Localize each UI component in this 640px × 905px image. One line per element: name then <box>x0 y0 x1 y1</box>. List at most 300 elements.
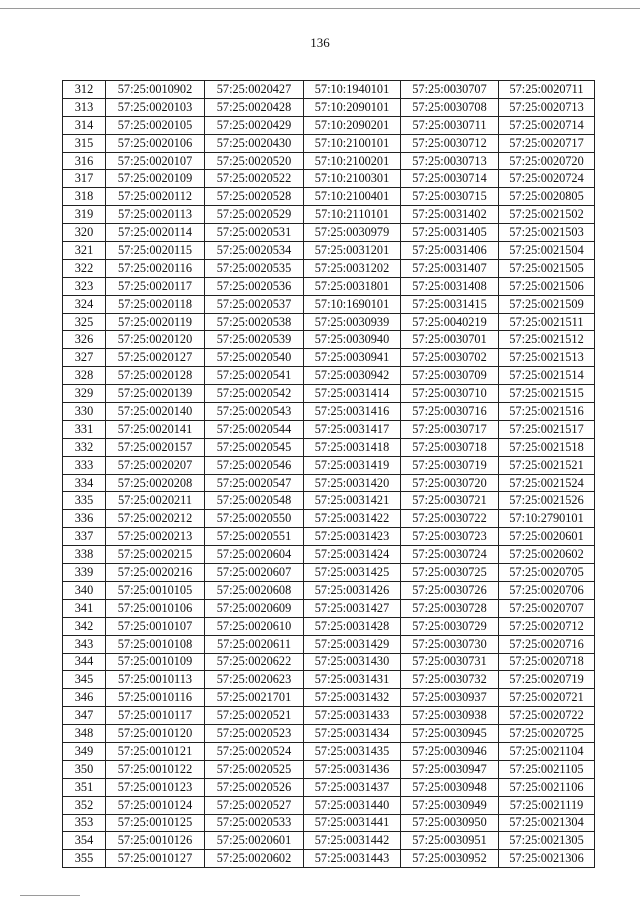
cadastral-number-cell: 57:25:0031427 <box>304 599 401 617</box>
cadastral-number-cell: 57:25:0031435 <box>304 742 401 760</box>
row-number-cell: 352 <box>63 796 106 814</box>
cadastral-number-cell: 57:25:0020428 <box>205 98 304 116</box>
cadastral-number-cell: 57:25:0030720 <box>401 474 499 492</box>
cadastral-number-cell: 57:25:0010108 <box>106 635 205 653</box>
table-row <box>63 98 595 116</box>
cadastral-number-cell: 57:25:0021513 <box>499 349 595 367</box>
row-number-cell: 318 <box>63 188 106 206</box>
cadastral-number-cell: 57:25:0010107 <box>106 617 205 635</box>
cadastral-number-cell: 57:25:0030947 <box>401 760 499 778</box>
cadastral-number-cell: 57:25:0020609 <box>205 599 304 617</box>
row-number-cell: 334 <box>63 474 106 492</box>
cadastral-number-cell: 57:25:0031405 <box>401 224 499 242</box>
table-row <box>63 152 595 170</box>
table-row <box>63 617 595 635</box>
row-number-cell: 353 <box>63 814 106 832</box>
table-row <box>63 814 595 832</box>
row-number-cell: 345 <box>63 671 106 689</box>
cadastral-number-cell: 57:25:0020114 <box>106 224 205 242</box>
table-row <box>63 277 595 295</box>
row-number-cell: 339 <box>63 564 106 582</box>
cadastral-number-cell: 57:25:0020601 <box>205 832 304 850</box>
cadastral-number-cell: 57:25:0010902 <box>106 81 205 99</box>
cadastral-number-cell: 57:25:0020120 <box>106 331 205 349</box>
cadastral-number-cell: 57:25:0030938 <box>401 707 499 725</box>
cadastral-number-cell: 57:25:0020602 <box>499 546 595 564</box>
cadastral-number-cell: 57:25:0020106 <box>106 134 205 152</box>
cadastral-number-cell: 57:25:0020717 <box>499 134 595 152</box>
cadastral-number-cell: 57:25:0031443 <box>304 850 401 868</box>
row-number-cell: 324 <box>63 295 106 313</box>
cadastral-number-cell: 57:25:0030709 <box>401 367 499 385</box>
cadastral-number-cell: 57:25:0021105 <box>499 760 595 778</box>
cadastral-number-cell: 57:25:0030945 <box>401 725 499 743</box>
cadastral-number-cell: 57:25:0021516 <box>499 403 595 421</box>
cadastral-number-cell: 57:25:0020531 <box>205 224 304 242</box>
cadastral-number-cell: 57:25:0021524 <box>499 474 595 492</box>
cadastral-number-cell: 57:25:0030946 <box>401 742 499 760</box>
table-row <box>63 725 595 743</box>
row-number-cell: 351 <box>63 778 106 796</box>
cadastral-number-cell: 57:25:0031436 <box>304 760 401 778</box>
cadastral-number-cell: 57:25:0020119 <box>106 313 205 331</box>
row-number-cell: 313 <box>63 98 106 116</box>
cadastral-number-cell: 57:25:0020140 <box>106 403 205 421</box>
cadastral-number-cell: 57:25:0020208 <box>106 474 205 492</box>
row-number-cell: 312 <box>63 81 106 99</box>
table-row <box>63 564 595 582</box>
cadastral-number-cell: 57:25:0030937 <box>401 689 499 707</box>
row-number-cell: 335 <box>63 492 106 510</box>
cadastral-number-cell: 57:25:0020623 <box>205 671 304 689</box>
cadastral-number-cell: 57:25:0020713 <box>499 98 595 116</box>
cadastral-number-cell: 57:25:0020427 <box>205 81 304 99</box>
cadastral-number-cell: 57:25:0031430 <box>304 653 401 671</box>
cadastral-number-cell: 57:25:0030721 <box>401 492 499 510</box>
cadastral-number-cell: 57:10:1690101 <box>304 295 401 313</box>
table-row <box>63 653 595 671</box>
row-number-cell: 350 <box>63 760 106 778</box>
row-number-cell: 343 <box>63 635 106 653</box>
row-number-cell: 314 <box>63 116 106 134</box>
cadastral-number-cell: 57:25:0030708 <box>401 98 499 116</box>
cadastral-number-cell: 57:25:0030715 <box>401 188 499 206</box>
cadastral-number-cell: 57:25:0020551 <box>205 528 304 546</box>
cadastral-number-cell: 57:25:0010116 <box>106 689 205 707</box>
row-number-cell: 348 <box>63 725 106 743</box>
page-number: 136 <box>310 35 330 50</box>
cadastral-number-cell: 57:25:0031425 <box>304 564 401 582</box>
cadastral-number-cell: 57:25:0030707 <box>401 81 499 99</box>
cadastral-number-cell: 57:25:0020535 <box>205 259 304 277</box>
cadastral-number-cell: 57:25:0031421 <box>304 492 401 510</box>
cadastral-number-cell: 57:10:2100101 <box>304 134 401 152</box>
cadastral-number-cell: 57:25:0021304 <box>499 814 595 832</box>
row-number-cell: 336 <box>63 510 106 528</box>
cadastral-number-cell: 57:25:0010126 <box>106 832 205 850</box>
table-row <box>63 242 595 260</box>
cadastral-number-cell: 57:25:0020115 <box>106 242 205 260</box>
row-number-cell: 329 <box>63 385 106 403</box>
cadastral-number-cell: 57:25:0021521 <box>499 456 595 474</box>
row-number-cell: 340 <box>63 581 106 599</box>
cadastral-number-cell: 57:10:2790101 <box>499 510 595 528</box>
cadastral-number-cell: 57:25:0020542 <box>205 385 304 403</box>
cadastral-number-cell: 57:25:0020139 <box>106 385 205 403</box>
table-row <box>63 349 595 367</box>
cadastral-number-cell: 57:25:0020720 <box>499 152 595 170</box>
cadastral-number-cell: 57:25:0021506 <box>499 277 595 295</box>
cadastral-number-cell: 57:25:0030716 <box>401 403 499 421</box>
cadastral-number-cell: 57:25:0030951 <box>401 832 499 850</box>
cadastral-number-cell: 57:25:0030979 <box>304 224 401 242</box>
cadastral-number-cell: 57:25:0020622 <box>205 653 304 671</box>
cadastral-number-cell: 57:25:0020216 <box>106 564 205 582</box>
cadastral-number-cell: 57:25:0021106 <box>499 778 595 796</box>
table-row <box>63 403 595 421</box>
cadastral-number-cell: 57:25:0031431 <box>304 671 401 689</box>
cadastral-number-cell: 57:25:0031801 <box>304 277 401 295</box>
cadastral-number-cell: 57:25:0031424 <box>304 546 401 564</box>
row-number-cell: 332 <box>63 438 106 456</box>
table-row <box>63 850 595 868</box>
cadastral-number-cell: 57:25:0020705 <box>499 564 595 582</box>
table-row <box>63 581 595 599</box>
table-row <box>63 546 595 564</box>
table-row <box>63 295 595 313</box>
cadastral-number-cell: 57:25:0020719 <box>499 671 595 689</box>
cadastral-number-cell: 57:25:0020117 <box>106 277 205 295</box>
cadastral-number-cell: 57:25:0020604 <box>205 546 304 564</box>
row-number-cell: 327 <box>63 349 106 367</box>
cadastral-number-cell: 57:25:0020610 <box>205 617 304 635</box>
cadastral-number-cell: 57:25:0031402 <box>401 206 499 224</box>
cadastral-number-cell: 57:25:0010123 <box>106 778 205 796</box>
cadastral-number-cell: 57:25:0021526 <box>499 492 595 510</box>
cadastral-number-cell: 57:25:0020127 <box>106 349 205 367</box>
cadastral-number-cell: 57:25:0020528 <box>205 188 304 206</box>
cadastral-number-cell: 57:25:0020725 <box>499 725 595 743</box>
cadastral-number-cell: 57:25:0010120 <box>106 725 205 743</box>
cadastral-number-cell: 57:25:0021511 <box>499 313 595 331</box>
cadastral-number-cell: 57:25:0021306 <box>499 850 595 868</box>
cadastral-number-cell: 57:25:0020520 <box>205 152 304 170</box>
cadastral-number-cell: 57:25:0020724 <box>499 170 595 188</box>
cadastral-number-cell: 57:25:0021512 <box>499 331 595 349</box>
cadastral-number-cell: 57:25:0030952 <box>401 850 499 868</box>
cadastral-number-cell: 57:25:0010113 <box>106 671 205 689</box>
footer-divider <box>20 895 80 896</box>
cadastral-number-cell: 57:25:0020215 <box>106 546 205 564</box>
cadastral-number-cell: 57:25:0020601 <box>499 528 595 546</box>
cadastral-number-cell: 57:25:0021504 <box>499 242 595 260</box>
cadastral-number-cell: 57:25:0010105 <box>106 581 205 599</box>
cadastral-number-cell: 57:25:0020544 <box>205 420 304 438</box>
cadastral-number-cell: 57:25:0030722 <box>401 510 499 528</box>
cadastral-number-cell: 57:25:0020527 <box>205 796 304 814</box>
cadastral-number-cell: 57:25:0010127 <box>106 850 205 868</box>
table-row <box>63 438 595 456</box>
table-row <box>63 313 595 331</box>
table-row <box>63 510 595 528</box>
cadastral-number-cell: 57:25:0031420 <box>304 474 401 492</box>
cadastral-number-cell: 57:25:0030948 <box>401 778 499 796</box>
cadastral-number-cell: 57:25:0020118 <box>106 295 205 313</box>
cadastral-number-cell: 57:25:0030724 <box>401 546 499 564</box>
cadastral-number-cell: 57:25:0021505 <box>499 259 595 277</box>
table-row <box>63 456 595 474</box>
cadastral-number-cell: 57:25:0021701 <box>205 689 304 707</box>
cadastral-number-cell: 57:25:0020157 <box>106 438 205 456</box>
cadastral-number-cell: 57:25:0021503 <box>499 224 595 242</box>
cadastral-number-cell: 57:25:0021104 <box>499 742 595 760</box>
cadastral-number-cell: 57:25:0030723 <box>401 528 499 546</box>
table-row <box>63 599 595 617</box>
cadastral-number-cell: 57:25:0031432 <box>304 689 401 707</box>
row-number-cell: 354 <box>63 832 106 850</box>
cadastral-number-cell: 57:25:0020538 <box>205 313 304 331</box>
cadastral-number-cell: 57:25:0020523 <box>205 725 304 743</box>
row-number-cell: 355 <box>63 850 106 868</box>
cadastral-number-cell: 57:25:0030732 <box>401 671 499 689</box>
row-number-cell: 330 <box>63 403 106 421</box>
cadastral-number-cell: 57:25:0020109 <box>106 170 205 188</box>
cadastral-number-cell: 57:25:0021517 <box>499 420 595 438</box>
cadastral-number-cell: 57:25:0021509 <box>499 295 595 313</box>
cadastral-number-cell: 57:25:0020526 <box>205 778 304 796</box>
row-number-cell: 333 <box>63 456 106 474</box>
cadastral-number-cell: 57:25:0031441 <box>304 814 401 832</box>
cadastral-number-cell: 57:25:0030949 <box>401 796 499 814</box>
cadastral-number-cell: 57:25:0020607 <box>205 564 304 582</box>
cadastral-number-cell: 57:25:0020112 <box>106 188 205 206</box>
row-number-cell: 320 <box>63 224 106 242</box>
cadastral-number-cell: 57:25:0020533 <box>205 814 304 832</box>
cadastral-number-cell: 57:25:0030941 <box>304 349 401 367</box>
table-row <box>63 635 595 653</box>
cadastral-number-cell: 57:25:0030713 <box>401 152 499 170</box>
table-row <box>63 671 595 689</box>
table-row <box>63 528 595 546</box>
cadastral-number-cell: 57:25:0031433 <box>304 707 401 725</box>
cadastral-number-cell: 57:25:0020524 <box>205 742 304 760</box>
row-number-cell: 316 <box>63 152 106 170</box>
cadastral-number-cell: 57:25:0030701 <box>401 331 499 349</box>
cadastral-number-cell: 57:25:0031437 <box>304 778 401 796</box>
cadastral-number-cell: 57:25:0031434 <box>304 725 401 743</box>
cadastral-number-cell: 57:25:0020721 <box>499 689 595 707</box>
cadastral-number-cell: 57:10:2090201 <box>304 116 401 134</box>
cadastral-number-cell: 57:25:0010117 <box>106 707 205 725</box>
cadastral-number-cell: 57:25:0020707 <box>499 599 595 617</box>
cadastral-number-cell: 57:25:0030728 <box>401 599 499 617</box>
cadastral-number-cell: 57:25:0020141 <box>106 420 205 438</box>
cadastral-number-cell: 57:10:2090101 <box>304 98 401 116</box>
cadastral-number-cell: 57:25:0020602 <box>205 850 304 868</box>
cadastral-number-cell: 57:25:0031408 <box>401 277 499 295</box>
cadastral-number-cell: 57:25:0020545 <box>205 438 304 456</box>
cadastral-number-cell: 57:25:0030726 <box>401 581 499 599</box>
cadastral-number-cell: 57:25:0031407 <box>401 259 499 277</box>
cadastral-number-cell: 57:25:0020714 <box>499 116 595 134</box>
cadastral-number-cell: 57:25:0031416 <box>304 403 401 421</box>
row-number-cell: 319 <box>63 206 106 224</box>
cadastral-number-cell: 57:25:0020608 <box>205 581 304 599</box>
cadastral-number-cell: 57:25:0030729 <box>401 617 499 635</box>
cadastral-number-cell: 57:25:0030719 <box>401 456 499 474</box>
row-number-cell: 325 <box>63 313 106 331</box>
cadastral-number-cell: 57:25:0020521 <box>205 707 304 725</box>
cadastral-number-cell: 57:25:0020539 <box>205 331 304 349</box>
cadastral-number-cell: 57:25:0020805 <box>499 188 595 206</box>
table-row <box>63 206 595 224</box>
cadastral-number-cell: 57:25:0020541 <box>205 367 304 385</box>
cadastral-number-cell: 57:25:0020536 <box>205 277 304 295</box>
cadastral-number-cell: 57:25:0021515 <box>499 385 595 403</box>
cadastral-number-cell: 57:25:0030712 <box>401 134 499 152</box>
cadastral-number-cell: 57:25:0031442 <box>304 832 401 850</box>
cadastral-number-cell: 57:25:0030718 <box>401 438 499 456</box>
row-number-cell: 337 <box>63 528 106 546</box>
row-number-cell: 323 <box>63 277 106 295</box>
table-row <box>63 81 595 99</box>
row-number-cell: 321 <box>63 242 106 260</box>
cadastral-number-cell: 57:10:1940101 <box>304 81 401 99</box>
cadastral-number-table <box>62 80 595 868</box>
table-row <box>63 492 595 510</box>
cadastral-number-cell: 57:25:0020525 <box>205 760 304 778</box>
cadastral-number-cell: 57:25:0020116 <box>106 259 205 277</box>
cadastral-number-cell: 57:25:0020128 <box>106 367 205 385</box>
cadastral-number-cell: 57:25:0030725 <box>401 564 499 582</box>
row-number-cell: 317 <box>63 170 106 188</box>
cadastral-number-cell: 57:25:0020611 <box>205 635 304 653</box>
cadastral-number-cell: 57:25:0031423 <box>304 528 401 546</box>
cadastral-number-cell: 57:10:2100301 <box>304 170 401 188</box>
table-row <box>63 385 595 403</box>
cadastral-number-cell: 57:25:0031202 <box>304 259 401 277</box>
cadastral-number-cell: 57:25:0020711 <box>499 81 595 99</box>
cadastral-number-cell: 57:25:0031422 <box>304 510 401 528</box>
cadastral-number-cell: 57:25:0020105 <box>106 116 205 134</box>
table-row <box>63 707 595 725</box>
table-row <box>63 367 595 385</box>
row-number-cell: 331 <box>63 420 106 438</box>
table-row <box>63 259 595 277</box>
cadastral-number-cell: 57:25:0010121 <box>106 742 205 760</box>
cadastral-number-cell: 57:25:0031440 <box>304 796 401 814</box>
row-number-cell: 349 <box>63 742 106 760</box>
cadastral-number-cell: 57:25:0020716 <box>499 635 595 653</box>
cadastral-number-cell: 57:25:0021119 <box>499 796 595 814</box>
cadastral-number-cell: 57:25:0010106 <box>106 599 205 617</box>
cadastral-number-cell: 57:25:0031426 <box>304 581 401 599</box>
cadastral-number-cell: 57:25:0020534 <box>205 242 304 260</box>
cadastral-number-cell: 57:25:0020522 <box>205 170 304 188</box>
cadastral-number-cell: 57:25:0020547 <box>205 474 304 492</box>
cadastral-number-cell: 57:25:0020706 <box>499 581 595 599</box>
cadastral-number-cell: 57:10:2100201 <box>304 152 401 170</box>
row-number-cell: 328 <box>63 367 106 385</box>
cadastral-number-cell: 57:25:0031429 <box>304 635 401 653</box>
cadastral-number-cell: 57:25:0020211 <box>106 492 205 510</box>
cadastral-number-cell: 57:25:0031428 <box>304 617 401 635</box>
cadastral-number-cell: 57:25:0020718 <box>499 653 595 671</box>
table-row <box>63 778 595 796</box>
table-row <box>63 742 595 760</box>
cadastral-number-cell: 57:10:2110101 <box>304 206 401 224</box>
cadastral-number-cell: 57:25:0031418 <box>304 438 401 456</box>
cadastral-number-cell: 57:25:0030731 <box>401 653 499 671</box>
cadastral-number-cell: 57:25:0021518 <box>499 438 595 456</box>
cadastral-number-cell: 57:10:2100401 <box>304 188 401 206</box>
cadastral-number-cell: 57:25:0020540 <box>205 349 304 367</box>
cadastral-number-cell: 57:25:0030710 <box>401 385 499 403</box>
table-row <box>63 474 595 492</box>
table-row <box>63 689 595 707</box>
row-number-cell: 342 <box>63 617 106 635</box>
cadastral-number-cell: 57:25:0031201 <box>304 242 401 260</box>
cadastral-number-cell: 57:25:0030940 <box>304 331 401 349</box>
cadastral-number-cell: 57:25:0030939 <box>304 313 401 331</box>
cadastral-number-cell: 57:25:0010124 <box>106 796 205 814</box>
cadastral-number-cell: 57:25:0020712 <box>499 617 595 635</box>
cadastral-number-cell: 57:25:0010125 <box>106 814 205 832</box>
table-body <box>63 81 595 868</box>
cadastral-number-cell: 57:25:0021514 <box>499 367 595 385</box>
cadastral-number-cell: 57:25:0020212 <box>106 510 205 528</box>
cadastral-number-cell: 57:25:0030711 <box>401 116 499 134</box>
cadastral-number-cell: 57:25:0031419 <box>304 456 401 474</box>
cadastral-number-cell: 57:25:0031414 <box>304 385 401 403</box>
row-number-cell: 346 <box>63 689 106 707</box>
cadastral-number-cell: 57:25:0020429 <box>205 116 304 134</box>
cadastral-number-cell: 57:25:0020537 <box>205 295 304 313</box>
top-divider <box>0 8 640 9</box>
table-row <box>63 134 595 152</box>
table-row <box>63 760 595 778</box>
row-number-cell: 341 <box>63 599 106 617</box>
table-row <box>63 796 595 814</box>
table-row <box>63 188 595 206</box>
cadastral-number-cell: 57:25:0020113 <box>106 206 205 224</box>
cadastral-number-cell: 57:25:0021502 <box>499 206 595 224</box>
table-row <box>63 331 595 349</box>
table-row <box>63 224 595 242</box>
row-number-cell: 347 <box>63 707 106 725</box>
cadastral-number-cell: 57:25:0020548 <box>205 492 304 510</box>
cadastral-number-cell: 57:25:0031406 <box>401 242 499 260</box>
cadastral-number-cell: 57:25:0031417 <box>304 420 401 438</box>
table-row <box>63 420 595 438</box>
row-number-cell: 344 <box>63 653 106 671</box>
cadastral-number-cell: 57:25:0020430 <box>205 134 304 152</box>
table-row <box>63 832 595 850</box>
table-row <box>63 116 595 134</box>
cadastral-number-cell: 57:25:0020722 <box>499 707 595 725</box>
cadastral-number-cell: 57:25:0020107 <box>106 152 205 170</box>
cadastral-number-cell: 57:25:0031415 <box>401 295 499 313</box>
cadastral-number-cell: 57:25:0010122 <box>106 760 205 778</box>
cadastral-number-cell: 57:25:0021305 <box>499 832 595 850</box>
cadastral-number-cell: 57:25:0020207 <box>106 456 205 474</box>
row-number-cell: 326 <box>63 331 106 349</box>
row-number-cell: 322 <box>63 259 106 277</box>
cadastral-number-cell: 57:25:0030942 <box>304 367 401 385</box>
cadastral-number-cell: 57:25:0030730 <box>401 635 499 653</box>
cadastral-number-cell: 57:25:0040219 <box>401 313 499 331</box>
row-number-cell: 315 <box>63 134 106 152</box>
